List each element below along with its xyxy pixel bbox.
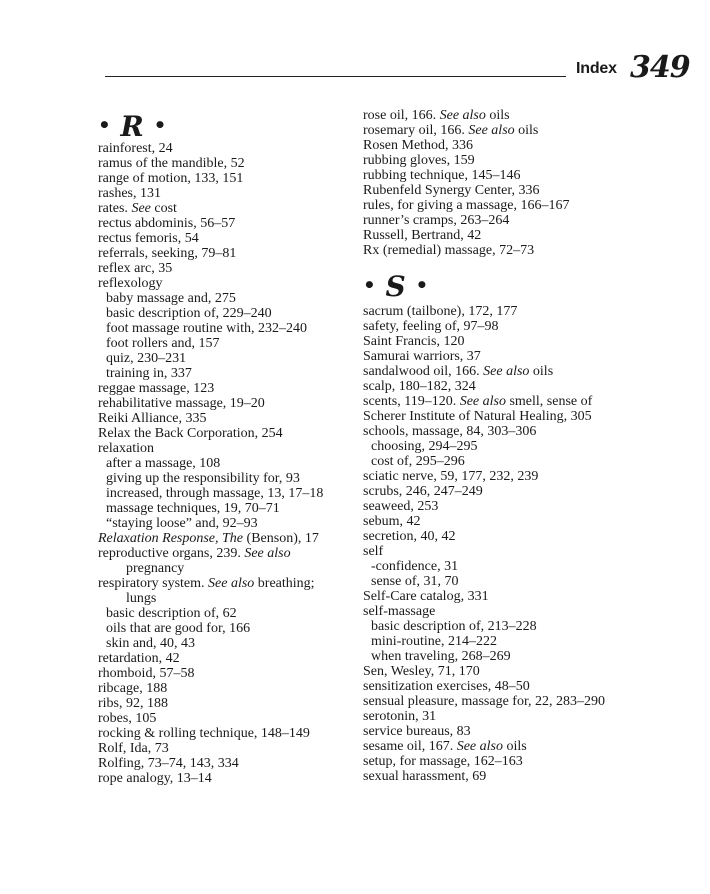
index-entry: schools, massage, 84, 303–306 (363, 424, 537, 439)
index-entry: Self-Care catalog, 331 (363, 589, 489, 604)
index-subentry: mini-routine, 214–222 (371, 634, 497, 649)
index-entry: retardation, 42 (98, 651, 180, 666)
index-entry-continuation: pregnancy (126, 561, 185, 576)
index-entry: serotonin, 31 (363, 709, 437, 724)
index-entry: rules, for giving a massage, 166–167 (363, 198, 570, 213)
index-entry: Rolfing, 73–74, 143, 334 (98, 756, 239, 771)
index-entry: self-massage (363, 604, 436, 619)
index-entry: sciatic nerve, 59, 177, 232, 239 (363, 469, 539, 484)
index-entry: rates. See cost (98, 201, 177, 216)
index-entry: range of motion, 133, 151 (98, 171, 244, 186)
index-subentry: training in, 337 (106, 366, 192, 381)
index-entry: Saint Francis, 120 (363, 334, 465, 349)
index-entry: Sen, Wesley, 71, 170 (363, 664, 480, 679)
index-subentry: -confidence, 31 (371, 559, 459, 574)
index-subentry: quiz, 230–231 (106, 351, 187, 366)
index-entry: Samurai warriors, 37 (363, 349, 481, 364)
index-entry: reflexology (98, 276, 163, 291)
index-entry: rose oil, 166. See also oils (363, 108, 510, 123)
index-entry: Rosen Method, 336 (363, 138, 474, 153)
index-entry: reproductive organs, 239. See also (98, 546, 291, 561)
index-entry: service bureaus, 83 (363, 724, 471, 739)
index-entry: rhomboid, 57–58 (98, 666, 195, 681)
index-subentry: oils that are good for, 166 (106, 621, 251, 636)
index-entry: rehabilitative massage, 19–20 (98, 396, 265, 411)
index-entry: rope analogy, 13–14 (98, 771, 212, 786)
index-entry: scalp, 180–182, 324 (363, 379, 476, 394)
index-entry: sensitization exercises, 48–50 (363, 679, 530, 694)
index-subentry: basic description of, 229–240 (106, 306, 272, 321)
index-entry: rectus femoris, 54 (98, 231, 199, 246)
index-entry: self (363, 544, 384, 559)
index-subentry: choosing, 294–295 (371, 439, 478, 454)
index-subentry: after a massage, 108 (106, 456, 221, 471)
section-heading-s: • S • (363, 270, 429, 303)
header-rule (105, 76, 566, 77)
index-entry: sacrum (tailbone), 172, 177 (363, 304, 518, 319)
index-entry: Scherer Institute of Natural Healing, 305 (363, 409, 592, 424)
index-entry: ribcage, 188 (98, 681, 168, 696)
index-entry: rubbing gloves, 159 (363, 153, 475, 168)
index-entry: robes, 105 (98, 711, 157, 726)
section-heading-r: • R • (98, 110, 167, 143)
index-subentry: baby massage and, 275 (106, 291, 236, 306)
index-entry: Russell, Bertrand, 42 (363, 228, 482, 243)
index-entry: Rx (remedial) massage, 72–73 (363, 243, 535, 258)
index-entry: reggae massage, 123 (98, 381, 215, 396)
index-subentry: sense of, 31, 70 (371, 574, 459, 589)
index-entry: relaxation (98, 441, 154, 456)
index-entry: rosemary oil, 166. See also oils (363, 123, 539, 138)
index-subentry: when traveling, 268–269 (371, 649, 511, 664)
index-entry: rubbing technique, 145–146 (363, 168, 521, 183)
index-entry: sesame oil, 167. See also oils (363, 739, 527, 754)
index-entry: setup, for massage, 162–163 (363, 754, 523, 769)
index-entry: sensual pleasure, massage for, 22, 283–290 (363, 694, 606, 709)
index-subentry: cost of, 295–296 (371, 454, 465, 469)
index-entry: Rolf, Ida, 73 (98, 741, 169, 756)
index-entry: rainforest, 24 (98, 141, 173, 156)
index-entry: runner’s cramps, 263–264 (363, 213, 510, 228)
index-subentry: “staying loose” and, 92–93 (106, 516, 258, 531)
index-entry: scents, 119–120. See also smell, sense of (363, 394, 593, 409)
index-subentry: skin and, 40, 43 (106, 636, 196, 651)
index-entry: scrubs, 246, 247–249 (363, 484, 483, 499)
index-subentry: basic description of, 62 (106, 606, 237, 621)
index-entry: Relaxation Response, The (Benson), 17 (98, 531, 319, 546)
index-subentry: giving up the responsibility for, 93 (106, 471, 300, 486)
index-entry-continuation: lungs (126, 591, 157, 606)
index-entry: referrals, seeking, 79–81 (98, 246, 237, 261)
index-entry: sandalwood oil, 166. See also oils (363, 364, 554, 379)
index-entry: Relax the Back Corporation, 254 (98, 426, 283, 441)
index-subentry: massage techniques, 19, 70–71 (106, 501, 280, 516)
index-subentry: increased, through massage, 13, 17–18 (106, 486, 324, 501)
index-entry: rashes, 131 (98, 186, 161, 201)
index-entry: Reiki Alliance, 335 (98, 411, 207, 426)
index-entry: rocking & rolling technique, 148–149 (98, 726, 310, 741)
index-entry: secretion, 40, 42 (363, 529, 456, 544)
index-entry: reflex arc, 35 (98, 261, 173, 276)
index-subentry: foot rollers and, 157 (106, 336, 220, 351)
index-entry: ribs, 92, 188 (98, 696, 168, 711)
index-subentry: basic description of, 213–228 (371, 619, 537, 634)
page-number: 349 (630, 50, 690, 85)
index-entry: ramus of the mandible, 52 (98, 156, 245, 171)
index-entry: sebum, 42 (363, 514, 421, 529)
index-entry: rectus abdominis, 56–57 (98, 216, 236, 231)
index-entry: respiratory system. See also breathing; (98, 576, 315, 591)
running-head: Index (576, 60, 617, 77)
index-subentry: foot massage routine with, 232–240 (106, 321, 308, 336)
index-entry: safety, feeling of, 97–98 (363, 319, 499, 334)
index-entry: Rubenfeld Synergy Center, 336 (363, 183, 540, 198)
index-entry: sexual harassment, 69 (363, 769, 487, 784)
index-entry: seaweed, 253 (363, 499, 439, 514)
